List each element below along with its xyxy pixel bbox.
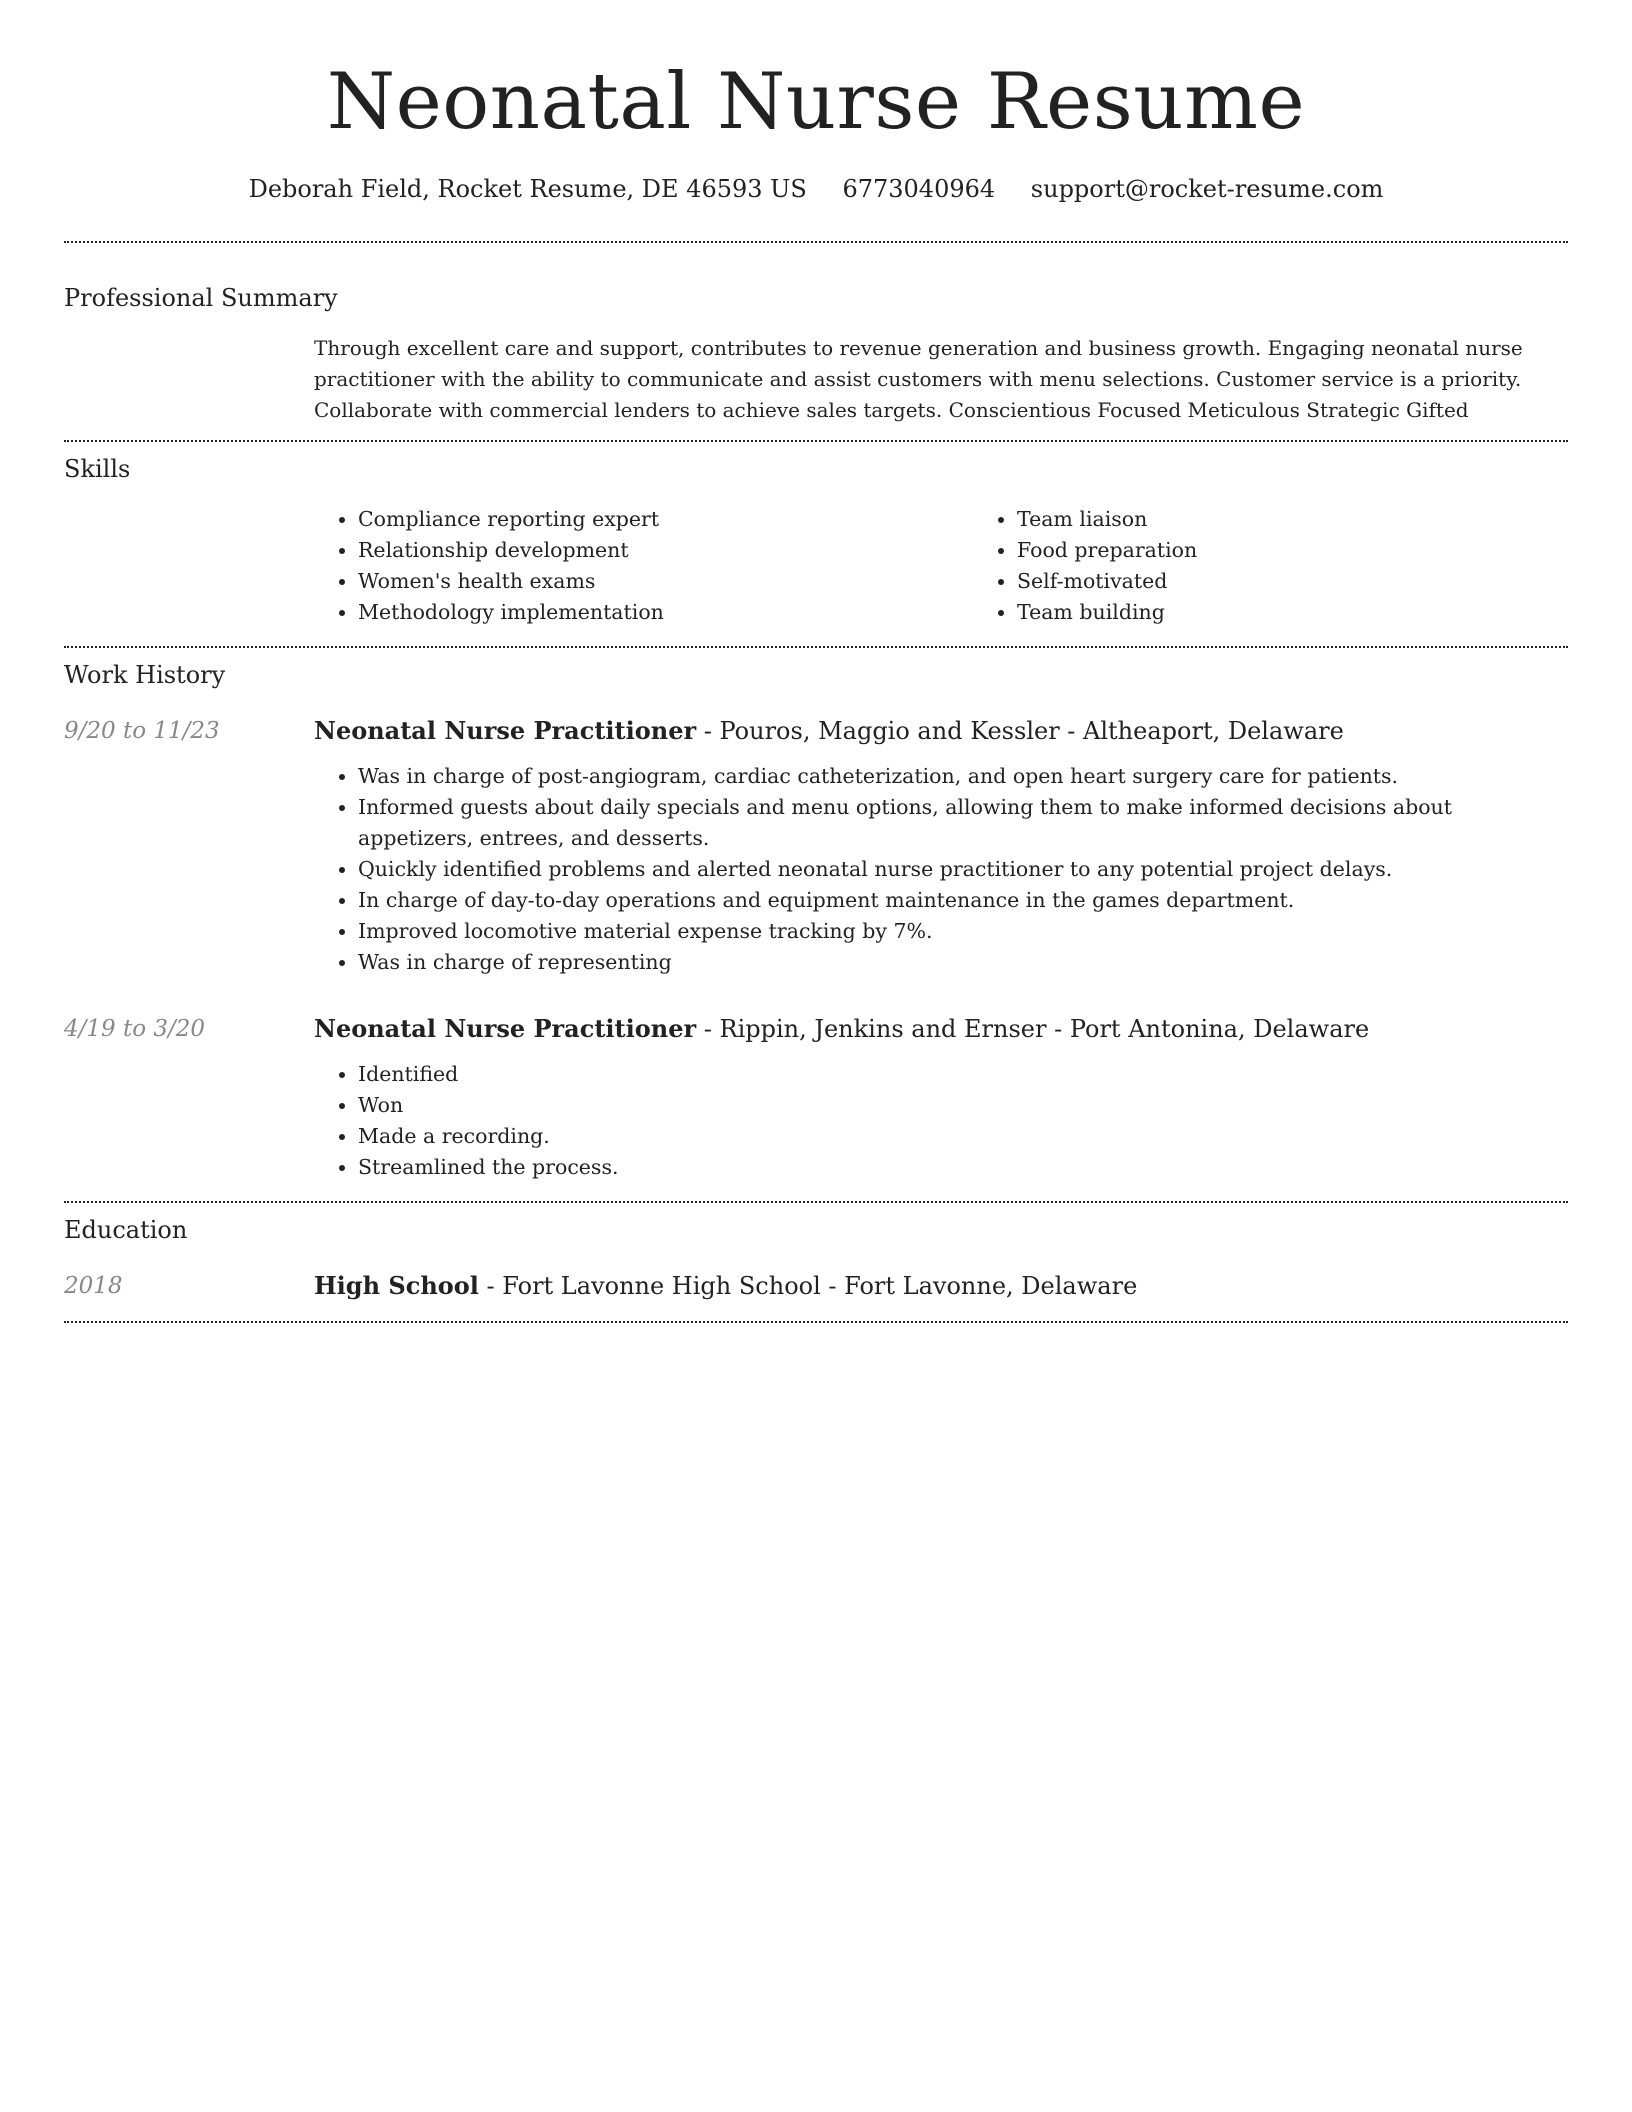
- skills-section: [64, 442, 1568, 628]
- summary-heading: Professional Summary: [64, 284, 338, 312]
- list-item: • Quickly identified problems and alerted neonatal nurse practitioner to any potential project delays.: [358, 854, 1568, 885]
- list-item: • Won: [358, 1090, 1568, 1121]
- education-heading: Education: [64, 1216, 188, 1244]
- job-bullets: [314, 1059, 1568, 1183]
- job-dates: 4/19 to 3/20: [64, 1016, 206, 1042]
- list-item: • Relationship development: [358, 535, 973, 566]
- list-item: • Informed guests about daily specials and menu options, allowing them to make informed decisions about appetizers, entrees, and desserts.: [358, 792, 1568, 854]
- list-item: • Was in charge of representing: [358, 947, 1568, 978]
- job-bullets: [314, 761, 1568, 978]
- list-item: • Improved locomotive material expense tracking by 7%.: [358, 916, 1568, 947]
- list-item: • Compliance reporting expert: [358, 504, 973, 535]
- list-item: • Team building: [1017, 597, 1632, 628]
- skills-list-right: [973, 504, 1632, 628]
- work-heading: Work History: [64, 661, 226, 689]
- list-item: • In charge of day-to-day operations and equipment maintenance in the games department.: [358, 885, 1568, 916]
- work-section: [64, 648, 1568, 1183]
- job-position: Neonatal Nurse Practitioner: [314, 1014, 697, 1043]
- list-item: • Methodology implementation: [358, 597, 973, 628]
- summary-text: Through excellent care and support, contributes to revenue generation and business growth. Engaging neonatal nurse practitioner with the ability to communicate and assist customers with menu selections. Customer service is a priority. Collaborate with commercial lenders to achieve sales targets. Conscientious Focused Meticulous Strategic Gifted: [314, 336, 1523, 422]
- list-item: • Identified: [358, 1059, 1568, 1090]
- summary-section: [64, 243, 1568, 426]
- job-title: [314, 1012, 1568, 1046]
- job-employer: - Pouros, Maggio and Kessler - Altheaport, Delaware: [696, 717, 1344, 745]
- divider: [64, 1321, 1568, 1323]
- list-item: • Women's health exams: [358, 566, 973, 597]
- list-item: • Self-motivated: [1017, 566, 1632, 597]
- education-degree: High School: [314, 1271, 479, 1300]
- list-item: • Food preparation: [1017, 535, 1632, 566]
- skills-list-left: [314, 504, 973, 628]
- page-title: Neonatal Nurse Resume: [326, 57, 1306, 147]
- list-item: • Made a recording.: [358, 1121, 1568, 1152]
- contact-address: Deborah Field, Rocket Resume, DE 46593 US: [248, 175, 807, 203]
- education-section: [64, 1203, 1568, 1303]
- education-title: [314, 1269, 1568, 1303]
- job-title: [314, 714, 1568, 748]
- education-school: - Fort Lavonne High School - Fort Lavonne, Delaware: [478, 1272, 1138, 1300]
- job-employer: - Rippin, Jenkins and Ernser - Port Antonina, Delaware: [696, 1015, 1370, 1043]
- education-entry: [64, 1269, 1568, 1303]
- contact-email: support@rocket-resume.com: [1030, 175, 1384, 203]
- list-item: • Streamlined the process.: [358, 1152, 1568, 1183]
- list-item: • Team liaison: [1017, 504, 1632, 535]
- skills-heading: Skills: [64, 455, 131, 483]
- contact-phone: 6773040964: [842, 175, 996, 203]
- job-dates: 9/20 to 11/23: [64, 718, 220, 744]
- resume-page: [64, 0, 1568, 1323]
- job-entry: [64, 714, 1568, 978]
- contact-line: [64, 172, 1568, 206]
- job-entry: [64, 1012, 1568, 1183]
- list-item: • Was in charge of post-angiogram, cardiac catheterization, and open heart surgery care for patients.: [358, 761, 1568, 792]
- job-position: Neonatal Nurse Practitioner: [314, 716, 697, 745]
- education-date: 2018: [64, 1273, 123, 1299]
